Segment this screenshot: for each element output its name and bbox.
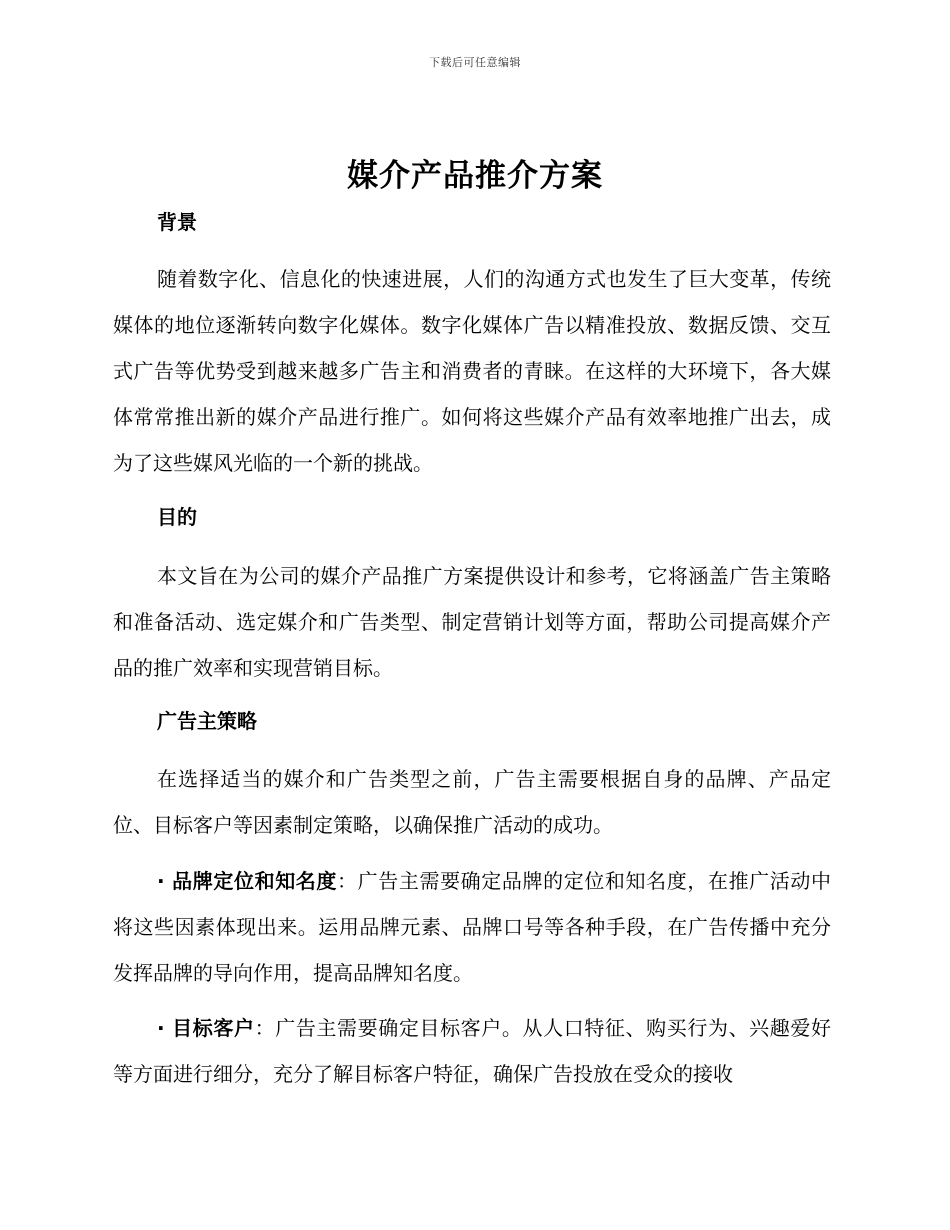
list-item-target <box>113 1005 831 1097</box>
list-item-target-lead: · 目标客户 <box>157 1016 255 1040</box>
list-item-brand-text: ：广告主需要确定品牌的定位和知名度，在推广活动中将这些因素体现出来。运用品牌元素、品牌口号等各种手段，在广告传播中充分发挥品牌的导向作用，提高品牌知名度。 <box>113 869 832 985</box>
header-note: 下载后可任意编辑 <box>429 56 521 69</box>
list-item-brand-lead: · 品牌定位和知名度 <box>157 869 338 893</box>
section-heading-background: 背景 <box>157 210 197 234</box>
paragraph-background: 随着数字化、信息化的快速进展，人们的沟通方式也发生了巨大变革，传统媒体的地位逐渐转向数字化媒体。数字化媒体广告以精准投放、数据反馈、交互式广告等优势受到越来越多广告主和消费者的青睐。在这样的大环境下，各大媒体常常推出新的媒介产品进行推广。如何将这些媒介产品有效率地推广出去，成为了这些媒风光临的一个新的挑战。 <box>113 267 831 475</box>
section-heading-strategy: 广告主策略 <box>157 709 257 733</box>
page-title: 媒介产品推介方案 <box>347 158 603 194</box>
list-item-brand <box>113 858 831 996</box>
list-item-target-text: ：广告主需要确定目标客户。从人口特征、购买行为、兴趣爱好等方面进行细分，充分了解目标客户特征，确保广告投放在受众的接收 <box>113 1016 832 1086</box>
section-heading-purpose: 目的 <box>157 505 197 529</box>
paragraph-purpose: 本文旨在为公司的媒介产品推广方案提供设计和参考，它将涵盖广告主策略和准备活动、选定媒介和广告类型、制定营销计划等方面，帮助公司提高媒介产品的推广效率和实现营销目标。 <box>113 564 831 680</box>
paragraph-strategy: 在选择适当的媒介和广告类型之前，广告主需要根据自身的品牌、产品定位、目标客户等因素制定策略，以确保推广活动的成功。 <box>113 767 831 837</box>
